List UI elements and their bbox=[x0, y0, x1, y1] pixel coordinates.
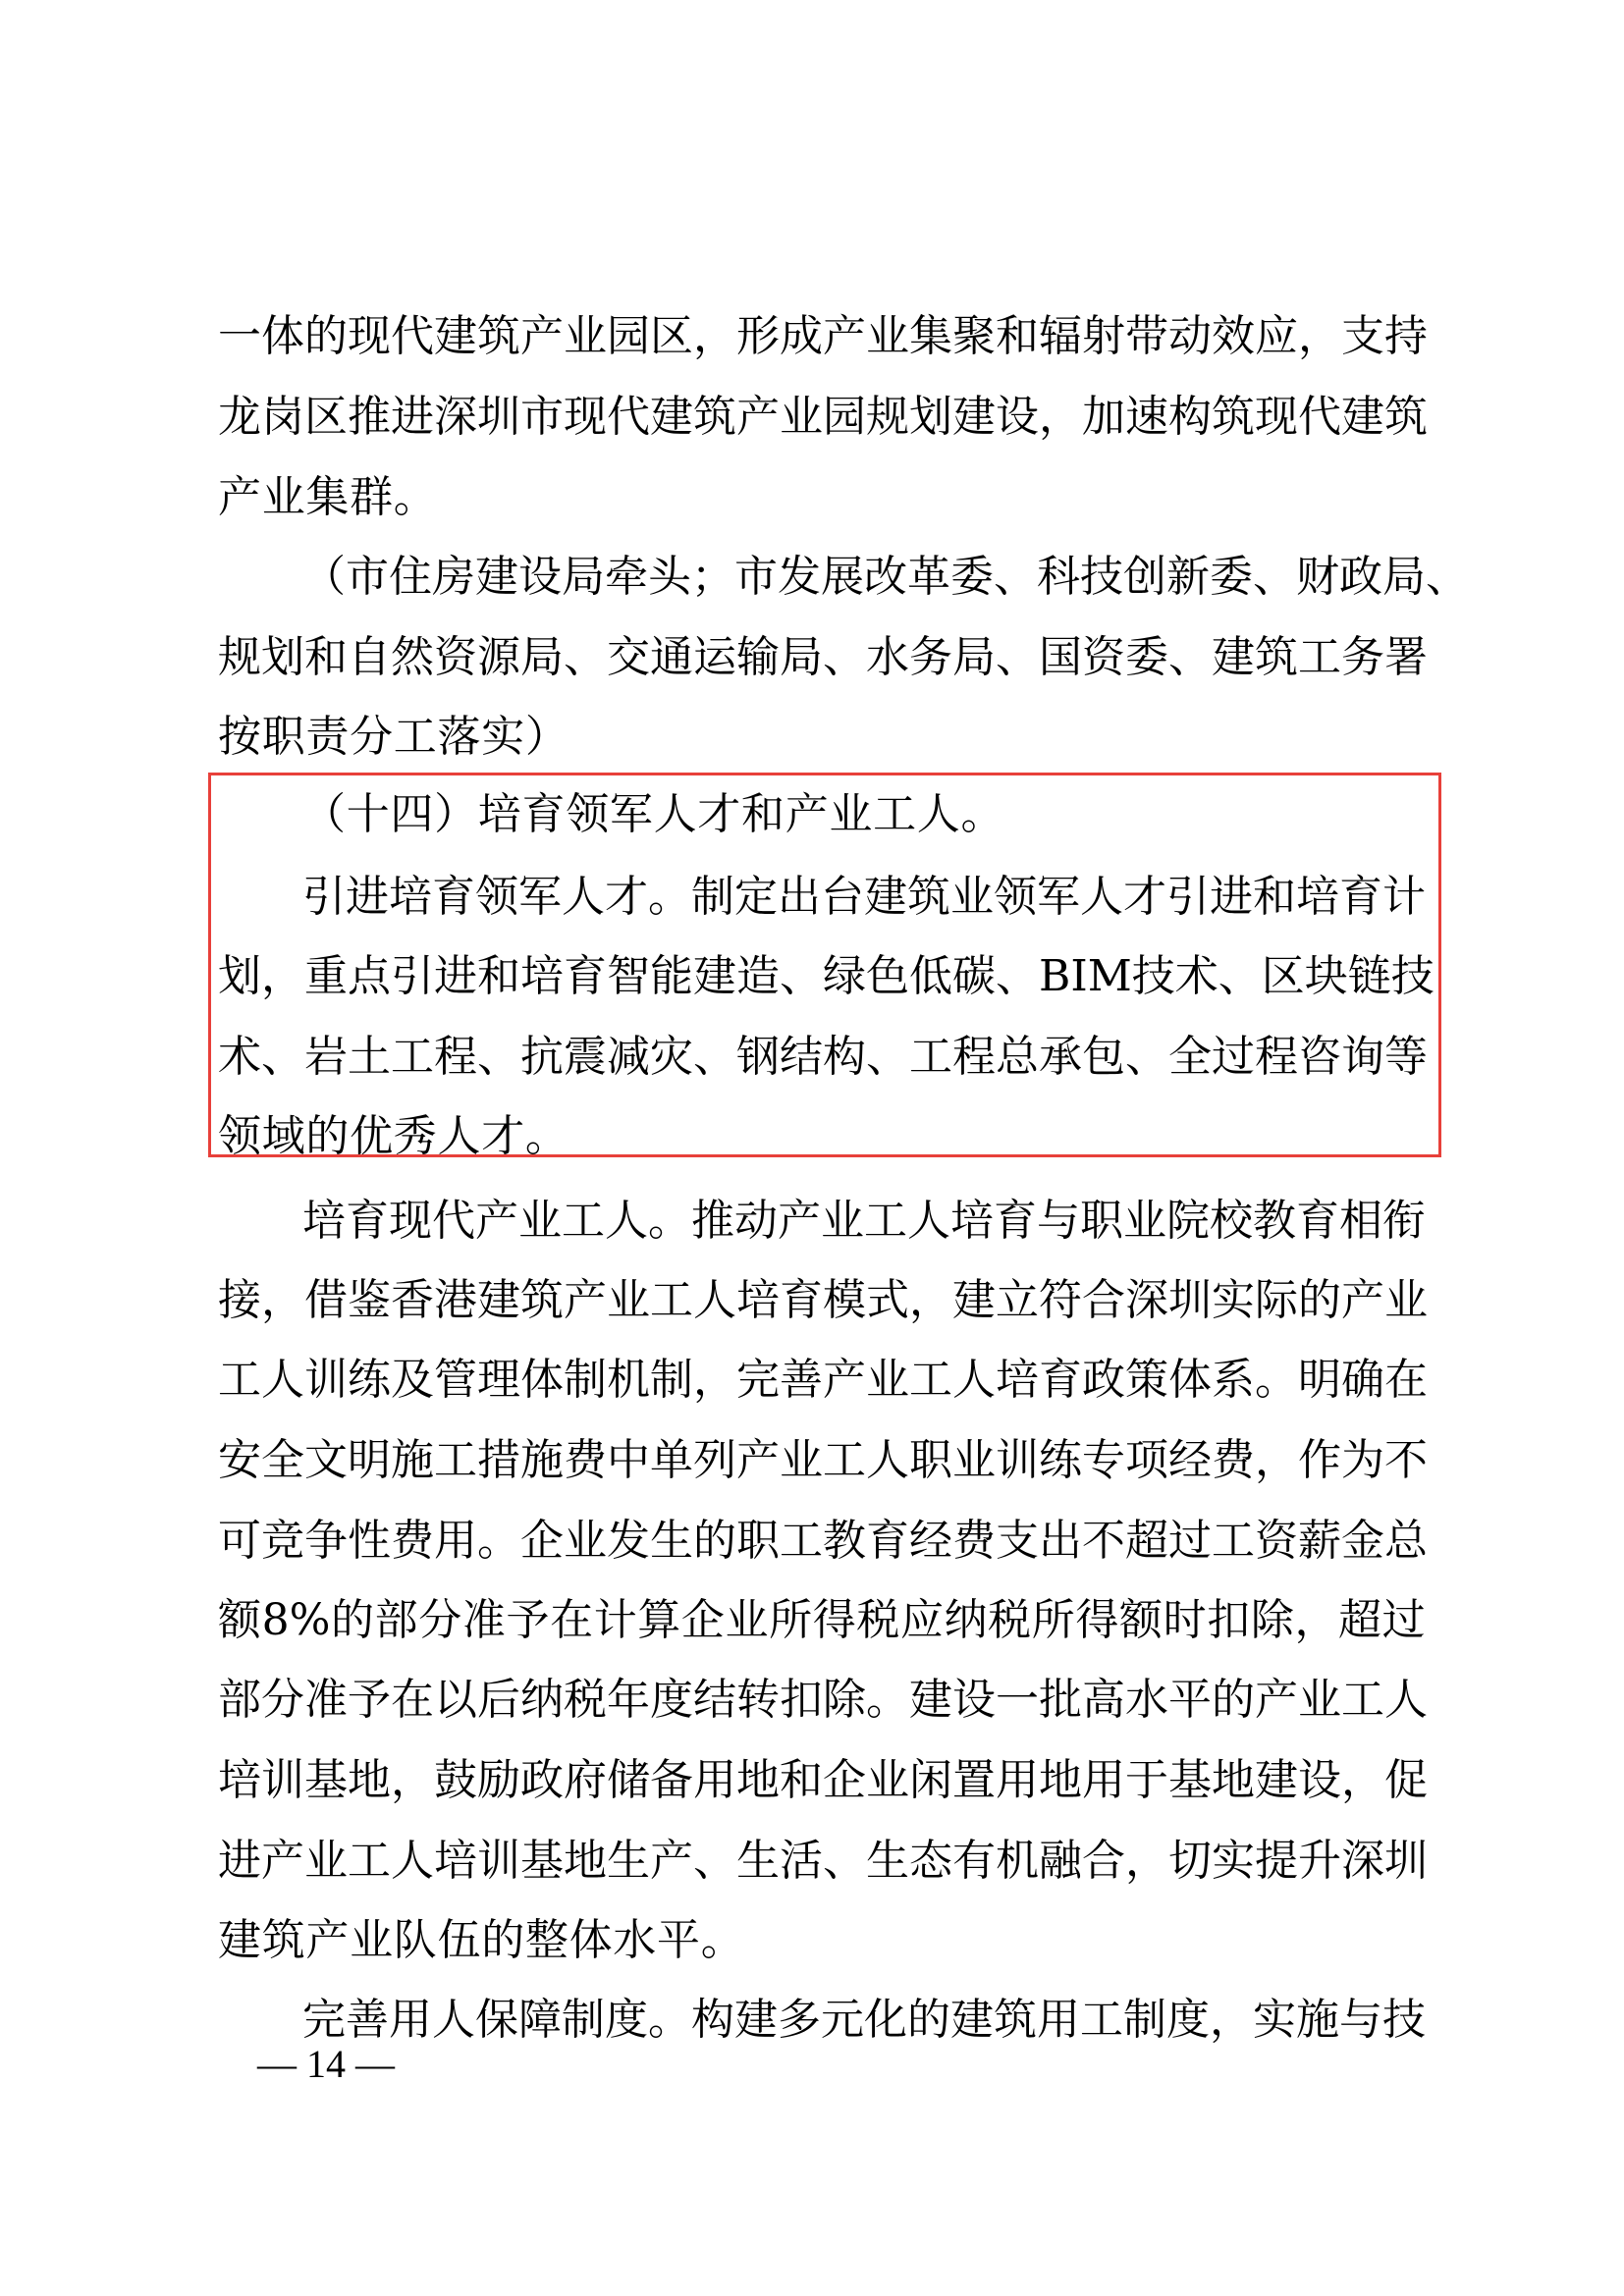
responsibility-note-line: （ 市 住 房 建 设 局 牵 头 ； 市 发 展 改 革 委 、 科 技 创 新 委 、 财 政 局 、 bbox=[302, 552, 1469, 602]
body-text-line: 龙 岗 区 推 进 深 圳 市 现 代 建 筑 产 业 园 规 划 建 设 ， 加 速 构 筑 现 代 建 筑 bbox=[218, 392, 1428, 442]
section-heading: （十四）培育领军人才和产业工人。 bbox=[302, 789, 1005, 839]
body-text-line: 进 产 业 工 人 培 训 基 地 生 产 、 生 活 、 生 态 有 机 融 合 ， 切 实 提 升 深 圳 bbox=[218, 1836, 1428, 1886]
body-text-line: 培 育 现 代 产 业 工 人 。 推 动 产 业 工 人 培 育 与 职 业 院 校 教 育 相 衔 bbox=[302, 1196, 1426, 1246]
body-text-line: 领域的优秀人才。 bbox=[218, 1111, 569, 1161]
body-text-line: 完 善 用 人 保 障 制 度 。 构 建 多 元 化 的 建 筑 用 工 制 度 ， 实 施 与 技 bbox=[302, 1995, 1426, 2045]
body-text-line: 接 ， 借 鉴 香 港 建 筑 产 业 工 人 培 育 模 式 ， 建 立 符 合 深 圳 实 际 的 产 业 bbox=[218, 1275, 1428, 1325]
body-text-line: 划 ， 重 点 引 进 和 培 育 智 能 建 造 、 绿 色 低 碳 、 BIM 技 术 、 区 块 链 技 bbox=[218, 951, 1435, 1001]
body-text-line: 安 全 文 明 施 工 措 施 费 中 单 列 产 业 工 人 职 业 训 练 专 项 经 费 ， 作 为 不 bbox=[218, 1435, 1428, 1485]
body-text-line: 一 体 的 现 代 建 筑 产 业 园 区 ， 形 成 产 业 集 聚 和 辐 射 带 动 效 应 ， 支 持 bbox=[218, 311, 1428, 361]
body-text-line: 可 竞 争 性 费 用 。 企 业 发 生 的 职 工 教 育 经 费 支 出 不 超 过 工 资 薪 金 总 bbox=[218, 1516, 1428, 1566]
body-text-line: 产业集群。 bbox=[218, 472, 438, 522]
body-text-line: 额 8% 的 部 分 准 予 在 计 算 企 业 所 得 税 应 纳 税 所 得 额 时 扣 除 ， 超 过 bbox=[218, 1595, 1426, 1645]
body-text-line: 建筑产业队伍的整体水平。 bbox=[218, 1915, 745, 1965]
page-number: — 14 — bbox=[257, 2042, 395, 2086]
body-text-line: 培 训 基 地 ， 鼓 励 政 府 储 备 用 地 和 企 业 闲 置 用 地 用 于 基 地 建 设 ， 促 bbox=[218, 1755, 1428, 1805]
responsibility-note-line: 规 划 和 自 然 资 源 局 、 交 通 运 输 局 、 水 务 局 、 国 资 委 、 建 筑 工 务 署 bbox=[218, 632, 1428, 682]
body-text-line: 工 人 训 练 及 管 理 体 制 机 制 ， 完 善 产 业 工 人 培 育 政 策 体 系 。 明 确 在 bbox=[218, 1355, 1428, 1405]
responsibility-note-line: 按职责分工落实） bbox=[218, 712, 569, 762]
body-text-line: 术 、 岩 土 工 程 、 抗 震 减 灾 、 钢 结 构 、 工 程 总 承 包 、 全 过 程 咨 询 等 bbox=[218, 1032, 1428, 1082]
body-text-line: 引 进 培 育 领 军 人 才 。 制 定 出 台 建 筑 业 领 军 人 才 引 进 和 培 育 计 bbox=[302, 872, 1426, 922]
body-text-line: 部 分 准 予 在 以 后 纳 税 年 度 结 转 扣 除 。 建 设 一 批 高 水 平 的 产 业 工 人 bbox=[218, 1675, 1428, 1725]
